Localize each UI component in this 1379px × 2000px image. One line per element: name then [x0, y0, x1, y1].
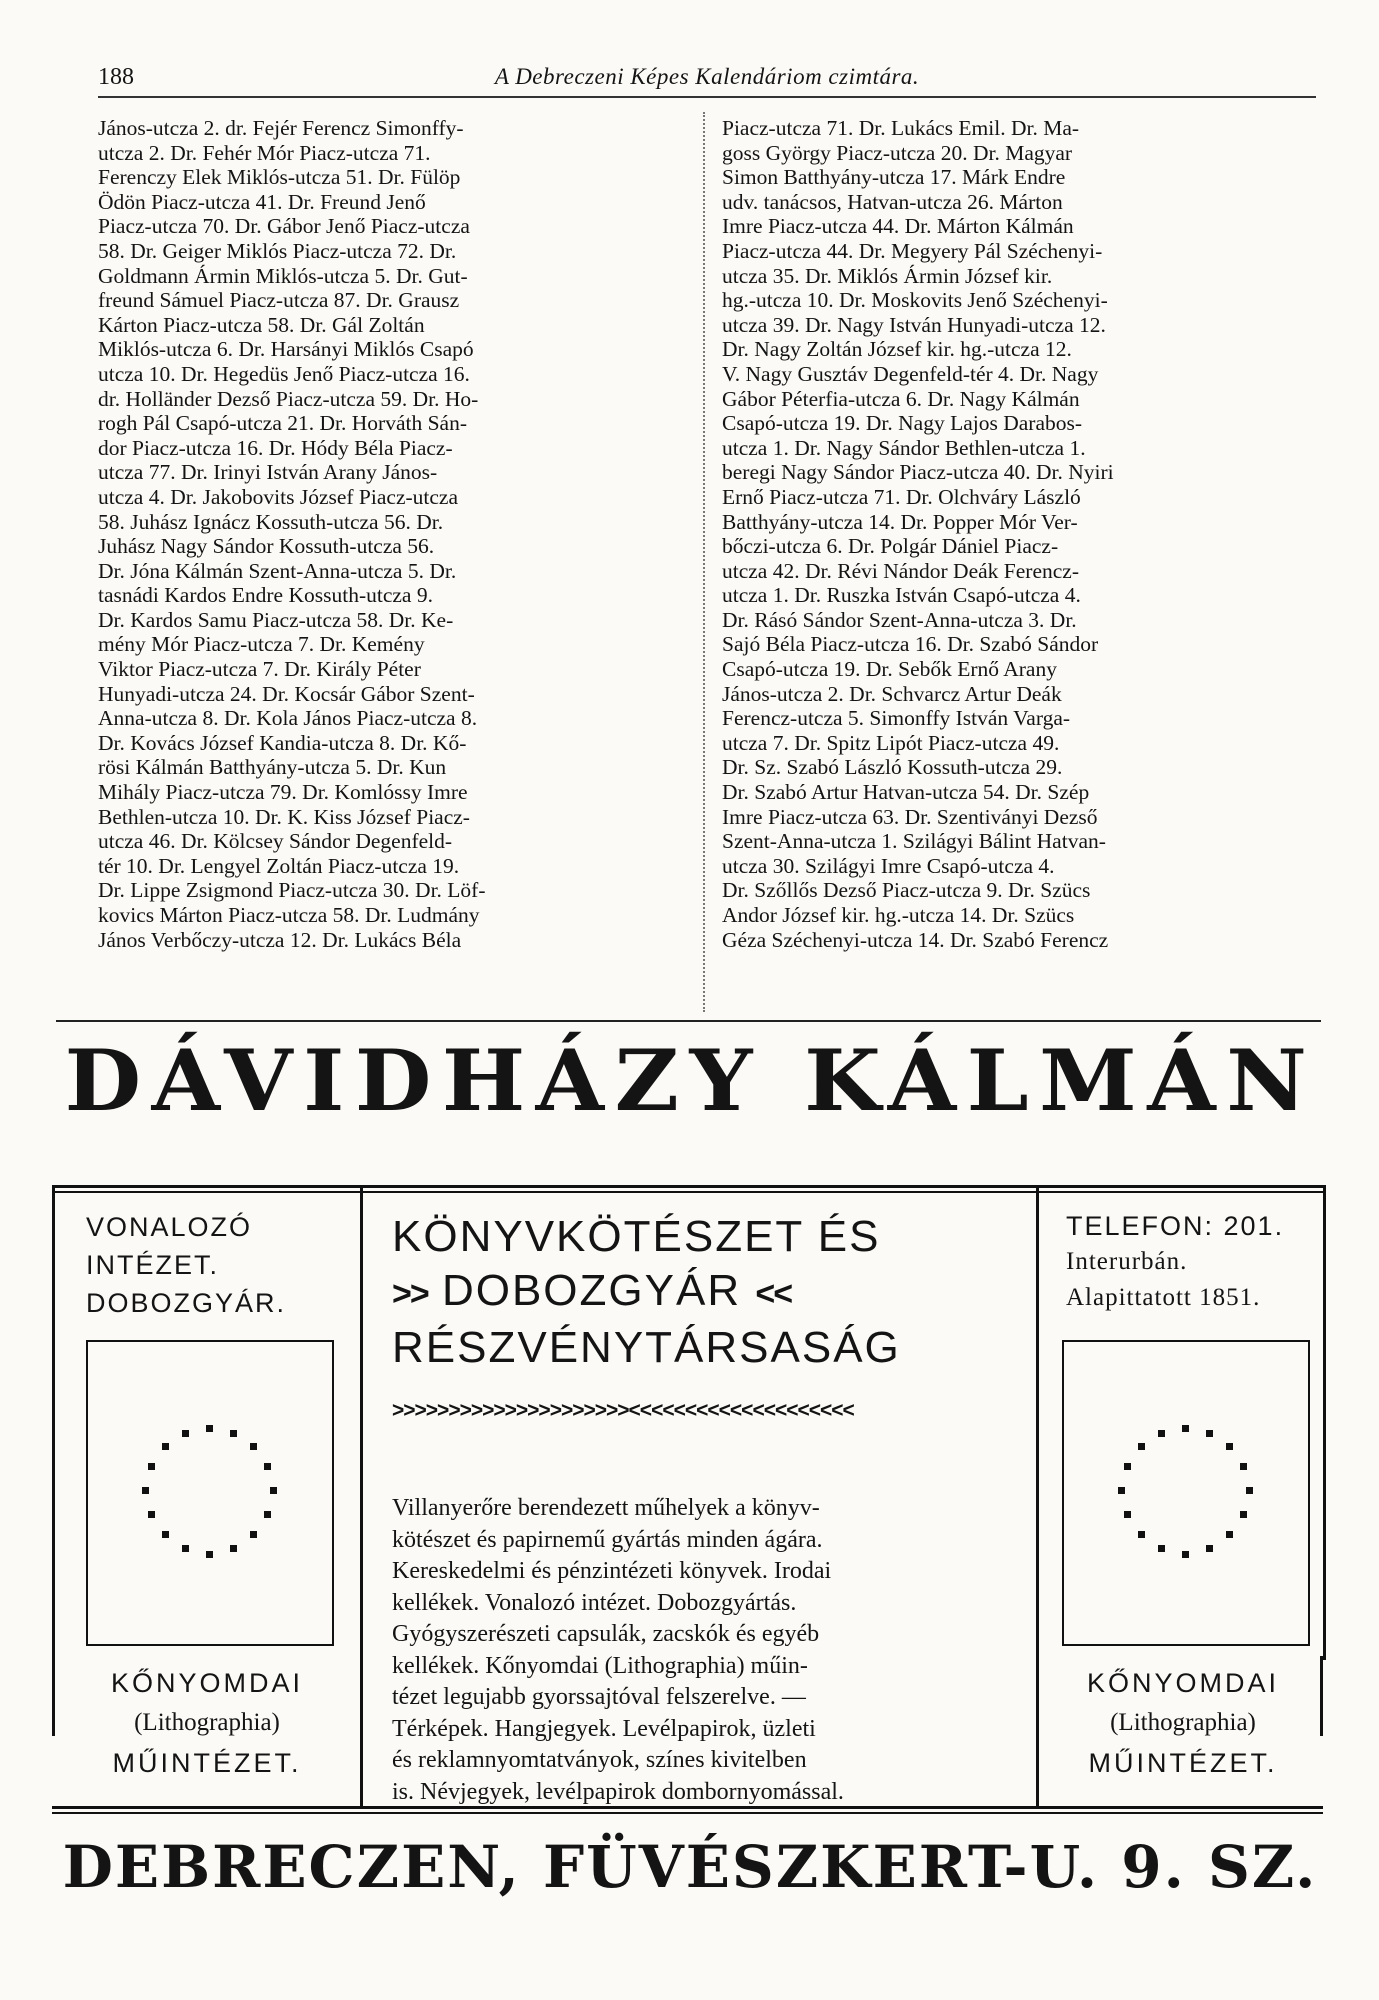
ad-divider-right [1036, 1186, 1039, 1656]
ad-divider-right-lower [1036, 1656, 1039, 1806]
directory-line: Piacz-utcza 70. Dr. Gábor Jenő Piacz-utcza [98, 214, 470, 239]
directory-line: Dr. Sz. Szabó László Kossuth-utcza 29. [722, 755, 1063, 780]
ornament-frame-right [1062, 1340, 1310, 1646]
directory-line: Viktor Piacz-utcza 7. Dr. Király Péter [98, 657, 421, 682]
directory-line: Sajó Béla Piacz-utcza 16. Dr. Szabó Sándor [722, 632, 1099, 657]
telefon-line: TELEFON: 201. [1066, 1211, 1285, 1241]
chevron-rule: >>>>>>>>>>>>>>>>>>>>><<<<<<<<<<<<<<<<<<<< [392, 1399, 854, 1422]
directory-line: Hunyadi-utcza 24. Dr. Kocsár Gábor Szent- [98, 681, 475, 706]
ad-center-block [392, 1210, 1012, 1808]
directory-line: Géza Széchenyi-utcza 14. Dr. Szabó Ferencz [722, 927, 1109, 952]
ad-body-line: Térképek. Hangjegyek. Levélpapirok, üzleti [392, 1715, 816, 1742]
directory-line: Kárton Piacz-utcza 58. Dr. Gál Zoltán [98, 312, 425, 337]
directory-line: Piacz-utcza 44. Dr. Megyery Pál Széchenyi- [722, 238, 1103, 263]
directory-column-left [98, 116, 683, 952]
directory-line: 58. Dr. Geiger Miklós Piacz-utcza 72. Dr. [98, 238, 457, 263]
directory-line: Dr. Szabó Artur Hatvan-utcza 54. Dr. Szép [722, 780, 1090, 805]
ad-body-line: kötészet és papirnemű gyártás minden ágára. [392, 1526, 823, 1553]
directory-line: Dr. Lippe Zsigmond Piacz-utcza 30. Dr. Löf- [98, 878, 486, 903]
founded-line: Alapittatott 1851. [1066, 1284, 1261, 1311]
directory-line: utcza 39. Dr. Nagy István Hunyadi-utcza 12. [722, 312, 1106, 337]
ad-body-text [392, 1493, 1002, 1808]
directory-line: rogh Pál Csapó-utcza 21. Dr. Horváth Sán- [98, 411, 468, 436]
page-number: 188 [98, 64, 134, 90]
ad-heading-line-3: RÉSZVÉNYTÁRSASÁG [392, 1323, 901, 1372]
press-workshop: MŰINTÉZET. [1088, 1748, 1278, 1778]
directory-line: János-utcza 2. dr. Fejér Ferencz Simonffy- [98, 116, 464, 140]
directory-line: dr. Holländer Dezső Piacz-utcza 59. Dr. Ho- [98, 386, 479, 411]
directory-line: Csapó-utcza 19. Dr. Sebők Ernő Arany [722, 657, 1057, 682]
directory-line: Dr. Kardos Samu Piacz-utcza 58. Dr. Ke- [98, 607, 454, 632]
directory-line: Dr. Nagy Zoltán József kir. hg.-utcza 12. [722, 337, 1072, 362]
dotted-circle-ornament [140, 1423, 280, 1563]
ad-frame-double-rule [52, 1191, 1323, 1193]
directory-line: János Verbőczy-utcza 12. Dr. Lukács Béla [98, 927, 462, 952]
press-subtitle: (Lithographia) [134, 1709, 280, 1736]
ad-frame-left-lower [52, 1656, 55, 1736]
ad-bottom-rule [52, 1806, 1323, 1809]
directory-line: Piacz-utcza 71. Dr. Lukács Emil. Dr. Ma- [722, 116, 1080, 140]
directory-line: utcza 30. Szilágyi Imre Csapó-utcza 4. [722, 853, 1055, 878]
ornament-frame-left [86, 1340, 334, 1646]
directory-line: hg.-utcza 10. Dr. Moskovits Jenő Széchenyi- [722, 288, 1108, 313]
ad-body-line: is. Névjegyek, levélpapirok dombornyomással. [392, 1778, 844, 1805]
service-line: VONALOZÓ [86, 1212, 253, 1242]
company-name: DÁVIDHÁZY KÁLMÁN [64, 1031, 1318, 1130]
directory-line: utcza 7. Dr. Spitz Lipót Piacz-utcza 49. [722, 730, 1060, 755]
directory-line: Ferencz-utcza 5. Simonffy István Varga- [722, 706, 1071, 731]
press-title: KŐNYOMDAI [110, 1668, 304, 1698]
ad-body-line: Kereskedelmi és pénzintézeti könyvek. Irodai [392, 1558, 832, 1584]
service-line: DOBOZGYÁR. [86, 1288, 287, 1318]
directory-line: utcza 1. Dr. Nagy Sándor Bethlen-utcza 1. [722, 435, 1086, 460]
page-header [98, 64, 1316, 98]
directory-line: Dr. Rásó Sándor Szent-Anna-utcza 3. Dr. [722, 607, 1077, 632]
press-subtitle: (Lithographia) [1110, 1709, 1256, 1736]
running-title: A Debreczeni Képes Kalendáriom czimtára. [494, 64, 920, 89]
chevron-right-ornament: >> [392, 1275, 428, 1313]
ad-body-line: és reklamnyomtatványok, színes kivitelben [392, 1747, 807, 1773]
directory-line: dor Piacz-utcza 16. Dr. Hódy Béla Piacz- [98, 435, 453, 460]
directory-line: beregi Nagy Sándor Piacz-utcza 40. Dr. Nyiri [722, 460, 1114, 485]
ad-heading-dobozgyar: DOBOZGYÁR [441, 1266, 742, 1315]
company-address: DEBRECZEN, FÜVÉSZKERT-U. 9. SZ. [62, 1833, 1318, 1901]
ad-heading-line-1: KÖNYVKÖTÉSZET ÉS [392, 1212, 881, 1261]
directory-line: Szent-Anna-utcza 1. Szilágyi Bálint Hatvan- [722, 829, 1106, 854]
directory-line: goss György Piacz-utcza 20. Dr. Magyar [722, 140, 1073, 165]
column-divider [703, 112, 705, 1012]
ad-body-line: tézet legujabb gyorssajtóval felszerelve. — [392, 1684, 806, 1710]
ad-divider-left-lower [360, 1656, 363, 1806]
ad-left-services [86, 1208, 286, 1322]
directory-line: Csapó-utcza 19. Dr. Nagy Lajos Darabos- [722, 411, 1083, 436]
directory-line: Ödön Piacz-utcza 41. Dr. Freund Jenő [98, 189, 426, 214]
directory-line: 58. Juhász Ignácz Kossuth-utcza 56. Dr. [98, 509, 444, 534]
directory-line: Gábor Péterfia-utcza 6. Dr. Nagy Kálmán [722, 386, 1080, 411]
directory-line: Ferenczy Elek Miklós-utcza 51. Dr. Fülöp [98, 165, 461, 190]
directory-line: Dr. Kovács József Kandia-utcza 8. Dr. Kő- [98, 730, 467, 755]
directory-line: tasnádi Kardos Endre Kossuth-utcza 9. [98, 583, 433, 608]
directory-line: Imre Piacz-utcza 44. Dr. Márton Kálmán [722, 214, 1074, 239]
directory-line: Juhász Nagy Sándor Kossuth-utcza 56. [98, 534, 435, 559]
directory-line: bőczi-utcza 6. Dr. Polgár Dániel Piacz- [722, 534, 1059, 559]
interurban-line: Interurbán. [1066, 1248, 1188, 1275]
directory-line: utcza 4. Dr. Jakobovits József Piacz-utcza [98, 484, 458, 509]
ad-frame-right-lower [1320, 1656, 1323, 1736]
directory-column-right [722, 116, 1314, 952]
directory-line: utcza 2. Dr. Fehér Mór Piacz-utcza 71. [98, 140, 431, 165]
directory-line: utcza 1. Dr. Ruszka István Csapó-utcza 4. [722, 583, 1081, 608]
directory-line: Miklós-utcza 6. Dr. Harsányi Miklós Csapó [98, 337, 474, 362]
ad-body-line: Villanyerőre berendezett műhelyek a könyv- [392, 1495, 820, 1521]
press-workshop: MŰINTÉZET. [112, 1748, 302, 1778]
service-line: INTÉZET. [86, 1250, 220, 1280]
directory-line: rösi Kálmán Batthyány-utcza 5. Dr. Kun [98, 755, 447, 780]
ad-top-rule [56, 1020, 1321, 1022]
ad-body-line: kellékek. Vonalozó intézet. Dobozgyártás. [392, 1589, 797, 1616]
directory-line: tér 10. Dr. Lengyel Zoltán Piacz-utcza 19. [98, 853, 460, 878]
directory-line: Bethlen-utcza 10. Dr. K. Kiss József Piacz- [98, 804, 470, 829]
press-label-left [82, 1662, 332, 1784]
directory-line: Mihály Piacz-utcza 79. Dr. Komlóssy Imre [98, 780, 468, 805]
directory-line: Goldmann Ármin Miklós-utcza 5. Dr. Gut- [98, 263, 468, 288]
directory-line: utcza 10. Dr. Hegedüs Jenő Piacz-utcza 16. [98, 361, 470, 386]
ad-bottom-rule-double [52, 1812, 1323, 1814]
directory-line: udv. tanácsos, Hatvan-utcza 26. Márton [722, 189, 1063, 214]
directory-line: Anna-utcza 8. Dr. Kola János Piacz-utcza 8. [98, 706, 478, 731]
ad-divider-left [360, 1186, 363, 1656]
dotted-circle-ornament [1116, 1423, 1256, 1563]
ad-heading-line-2 [392, 1264, 1012, 1321]
directory-line: freund Sámuel Piacz-utcza 87. Dr. Grausz [98, 288, 460, 313]
directory-line: utcza 46. Dr. Kölcsey Sándor Degenfeld- [98, 829, 453, 854]
directory-line: utcza 35. Dr. Miklós Ármin József kir. [722, 263, 1053, 288]
directory-line: utcza 42. Dr. Révi Nándor Deák Ferencz- [722, 558, 1079, 583]
chevron-left-ornament: << [755, 1275, 792, 1313]
ad-right-contact [1066, 1208, 1284, 1316]
directory-line: Ernő Piacz-utcza 71. Dr. Olchváry László [722, 484, 1081, 509]
directory-line: Dr. Szőllős Dezső Piacz-utcza 9. Dr. Szücs [722, 878, 1091, 903]
directory-line: Dr. Jóna Kálmán Szent-Anna-utcza 5. Dr. [98, 558, 457, 583]
press-label-right [1058, 1662, 1308, 1784]
directory-line: kovics Márton Piacz-utcza 58. Dr. Ludmány [98, 903, 480, 927]
directory-line: mény Mór Piacz-utcza 7. Dr. Kemény [98, 632, 425, 657]
directory-line: Andor József kir. hg.-utcza 14. Dr. Szücs [722, 903, 1075, 927]
directory-line: Imre Piacz-utcza 63. Dr. Szentiványi Dezső [722, 804, 1098, 829]
directory-line: Simon Batthyány-utcza 17. Márk Endre [722, 165, 1066, 190]
ad-body-line: kellékek. Kőnyomdai (Lithographia) műin- [392, 1652, 808, 1679]
directory-line: V. Nagy Gusztáv Degenfeld-tér 4. Dr. Nagy [722, 361, 1099, 386]
directory-line: utcza 77. Dr. Irinyi István Arany János- [98, 460, 438, 485]
directory-line: János-utcza 2. Dr. Schvarcz Artur Deák [722, 681, 1062, 706]
directory-line: Batthyány-utcza 14. Dr. Popper Mór Ver- [722, 509, 1078, 534]
press-title: KŐNYOMDAI [1086, 1668, 1280, 1698]
ad-body-line: Gyógyszerészeti capsulák, zacskók és egyéb [392, 1621, 820, 1647]
